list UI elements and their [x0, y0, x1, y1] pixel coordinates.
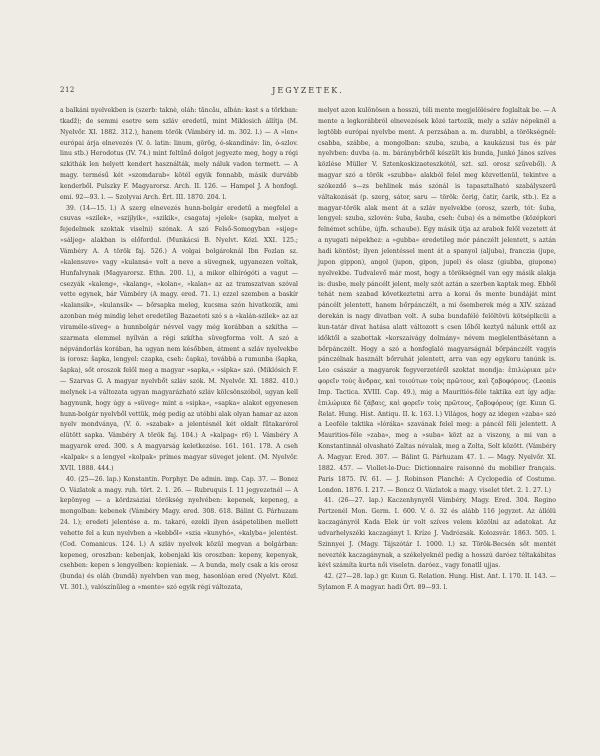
text-columns — [60, 106, 556, 756]
note-41: 41. (26—27. lap.) Kaczenhynyről Vámbéry, Magy. Ered. 304. Regino Pertzenél Mon. Germ. I. 600. V. ö. 32 és alább 116 jegyzet. Az állólü kaczagányról Kada Elek úr volt szíves velem közölni az adatokat. Az udvarhelyszéki kaczagányt l. Kríze J. Vadrózsák. Kolozsvár. 1863. 505. l. Szinnyei J. (Magy. Tájszótár I. 1000. l.) sz. Török-Becsén sőt mentét nevezték kaczagánynak, a székelyeknél pedig a hosszú daróez téltakábitas kévl számíta kurta női viseletn. daróez., vagy fonatll ujjas. — [318, 497, 556, 570]
note-42: 42. (27—28. lap.) gr. Kuun G. Relation. Hung. Hist. Ant. I. 170. II. 143. — Sylamon F. A magyar. hadi Ört. 89—93. l. — [318, 573, 556, 592]
note-39: 39. (14—15. l.) A szerg elnevezés hunn-bolgár eredetű a megfelel a csuvas »szilek«, »szijlyik«, »szikik«, csagataj »jelek« (sapka, melyet a fejedelmek szoktak viselni) szónak. A szó Felső-Somogyban »sijeg« »sáljeg« alakban is előfordul. (Munkácsi B. Nyelvt. Közl. XXI. 125.; Vámbéry A. A török faj. 526.) A volgai bolgároknál Ibn Fozlan sz. »kalensuve« vagy »kulansá« volt a neve a süvegnek, ugyanezen voltak, Hunfalvynak (Magyarorsz. Ethn. 200. l.), a mikor elbírógóti a vagut — csezyák »kaleng«, »kalang«, »kolan«, »kalan« az az tramszatvan szóval vette egynek, bár Vámbéry (A magy. ered. 71. l.) ezzel szemben a baskír »kalansik«, »kulansik« — bőrsapka meleg, kucsma szón hivatkozik, ami azonban még mindig lehet eredetileg Bazaetoti szó s a »kalán-szilek« az az viraméle-süveg« a hunnbolgár névvel vagy még korábban a szkítha — szarmata elemmel nyílván a régi szkítha süvegforma volt. A szó a népvándorlás korában, ha ugyan nem későbben, átment a szláv nyelvekbe is (orosz: šapka, lengyel: czapka, cseh: čapka), továbbá a rumunba (šapka, šapka), sőt oroszok felől meg a magyar »sapka,« »sipka« szó. (Miklósich F. — Szarvas G. A magyar nyelvbőt szláv szók. M. Nyelvőr. XI. 1882. 410.) melynek i-a változata ugyan magyarázható szláv kölcsönszóból, ugyan kell hagynunk, hogy úgy a »süveg« mint a »sipka«, »sapka« alakot egyenesen hunn-bolgár nyelvből vettük, még pedig az utóbbi alak olyan hamar az azon nyelv mondványa, (V. ö. »szabak« a jelentésnél két oldalt fűtakarórol elütött sapka. Vámbéry A török faj. 104.) A »kalpag« r6) l. Vámbéry A magyarok ered. 300. s A magyarság keletkezése. 161. 161. 178. A cseh »kalpak« s a lengyel »kolpak« prímes magyar süveget jelent. (M. Nyelvőr. XVII. 1888. 444.) — [60, 204, 298, 472]
paragraph-continuation: a balkáni nyelvekben is (szerb: taknè, oláh: tăncău, albán: kast s a törkban: tkadž); de semmi esetre sem szláv eredetű, mint Miklosich állítja (M. Nyelvőr. XI. 1882. 312.), hanem török (Vámbéry id. m. 302. l.) — A »len« európai árja elnevezés (V. ö. latin: linum, görög, ó-skandináv: lin, ó-szlov. linu stb.) Herodotus (IV. 74.) mint feltűnő dolgot jegyezte meg, hogy a régi szkithák len helyett kendert használták, mely náluk vadon termett. — A magy. termésű két »szomdarab« kötél egyik fonnabb, másik durvább kenderből. Pulszky F. Magyarorsz. Arch. II. 126. — Hampel J. A honfogl. emi. 92—93. l. — Szolyvai Arch. Ért. III. 1870. 204. l. — [60, 107, 298, 201]
page-header — [60, 86, 556, 98]
left-column — [60, 106, 298, 594]
note-40: 40. (25—26. lap.) Konstantin. Porphyr. De admin. imp. Cap. 37. — Bonez O. Vázlatok a magy. ruh. tört. 2. 1. 26. — Rubruquis I. 11 jegyezetnél — A kepönyeg — a kördzsáziai törökség nyelvében: kepenek, kepeneg, a mongolban: kebenek (Vámbéry Magy. ered. 308. 618. Bálint G. Párhuzam 24. l.); eredeti jelentése a. m. takaró, ezekli ilyen ásápeteliben mellett vehette fel a kun nyelvben a »kebből« »szia »kunyhó«, »kalyba« jelentést. (Cod. Comanicus. 124. l.) A szláv nyelvek közül megvan a bolgárban: kepeneg, oroszban: kebenjak, kobenjaki kis oroszban: kepeny, kepenyak, csehben: kepen s lengyelben: kopieniak. — A bunda, mely csak a kis orosz (bunda) és oláh (bundă) nyelvben van meg, hasonlóan ered (Nyelvt. Közl. VI. 301.), valószínűleg a »mente« szó egyik régi változata, — [60, 475, 298, 592]
running-head: JEGYZETEK. — [272, 86, 344, 95]
right-column — [318, 106, 556, 594]
paragraph-continuation-right: melyet azon kulönösen a hosszú, téli mente megjelölésére foglaltak be. — A mente a legkorábbról elnevezések közé tartozik, mely a szláv népeknél a legtöbb európai nyelvbe ment. A perzsában a. m. durabbl, a törökségnél: csabba, szábbe, a mongolban: szuba, szuba, a kaukázusi tus és pár nyelvben: duvba (a. m. báránybőrből készült kis bunda, Junkó János szíves közlése Müller V. Sztenkoskizaeteszkótól, szt. szl. orosz szűveből). A magyar szó a török »szubba« alakból felel meg közvetlenül, tekintve a szókezdő s—zs behlinek más szónál is tapasztalható szabályszerű váltakozását (p. szerg, sátor, saru — török: čerig, čatir, čarik, stb.). Ez a magyar-török alak ment át a szláv nyelvekbe (orosz, szerb, tót: šuba, lengyel: szuba, szlovén: šuba, šauba, cseh: čuba) és a németbe (középkori felnémet schûbe, újfn. schaube). Egy másik útja az arabok felől vezetett át a nyugati népekhez: a »gubba« eredetileg mór pánczélt jelentett, s aztán hadi köntöst; ilyen jelentéssel ment át a spanyol (aljuba), franczia (jupe, jupon gippon), angol (jupon, gipon, jupel) és olasz (giubba, giupone) nyelvekbe. Tudvalevő már most, hogy a törökségnél van egy másik alakja is: dusbe, mely páncélt jelent, mely szót aztán a szerben kaptak meg. Ebből tehát nem szabad következtetni arra a korai ős mente bundáját mint páncélt jelentett, hanem bőrpánczélt, a mi ősemberek még a XIV. század derekán is nagy divatban volt. A suba bundafélé felöltövü kötséplkcüi a kun-tatár divat hatása alatt változott s csen lőből keztyű nálunk ettől az időktől a szabottak »korszaivágy dolmány« névem meglelentbásétann a bőrpánczélt. Hogy a szó a honfoglaló magyarságnál bőrpánczélt vagyis pánczélnak használt bőrruhát jelentett, arra van egy egykoru tanúnk is. Leo császár a magyarok fegyverzetéről szoktat mondja: ἐπιλώρικα μὲν φορεῖν τοὺς ἄνδρας, καὶ τοιούτων τοὺς πρῶτους, καὶ ζαβοφόρους. (Leonis Imp. Tactica. XVIII. Cap. 49.), mig a Mauritiós-féle taktika ezt így adja: ἐπιλώρικα δὲ ζάβαις, καὶ φορεῖν τοὺς πρῶτους, ζαβοφόρους (gr. Kuun G. Relat. Hung. Hist. Antiqu. II. k. 163. l.) Világos, hogy az idegen »zaba« szó a Leoféle taktika »lóráka« szavának felel meg: a páncél féli jelentett. A Mauritios-féle »zaba«, meg a »suba« közt az a viszony, a mi van a Konstantinnál olvasható Zaltas névalak, meg a Zolta, Solt között. (Vámbéry A. Magyar. Ered. 307. — Bálint G. Párhuzam 47. 1. — Magy. Nyelvőr. XI. 1882. 457. — Viollet-le-Duc: Dictionnaire raisonné du mobilier français. Paris 1875. IV. 61. — J. Robinson Planché: A Cyclopedia of Costume. London. 1876. I. 217. — Boncz O. Vázlatok a magy. viselet tört. 2. 1. 27. l.) — [318, 107, 556, 494]
page-number: 212 — [60, 86, 75, 94]
